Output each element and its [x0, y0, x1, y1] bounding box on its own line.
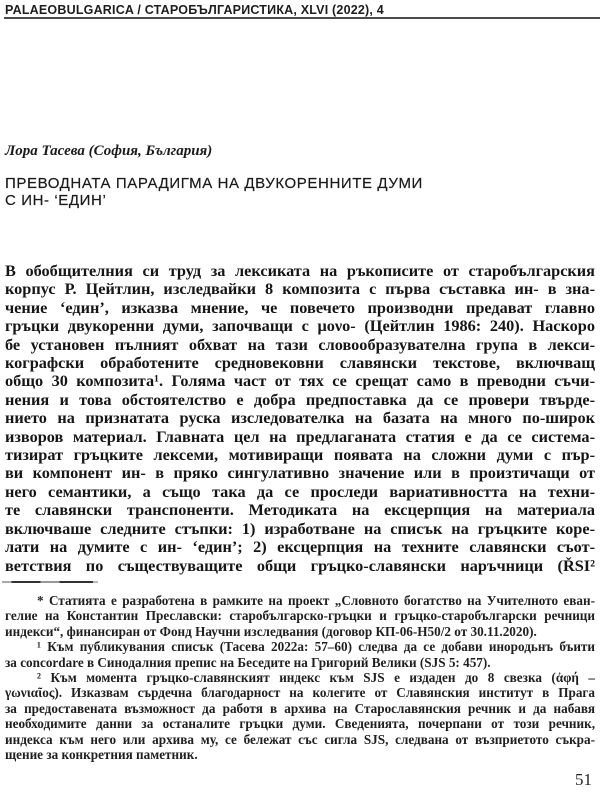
article-title-line-2: С ИН- ‘ЕДИН’ — [5, 192, 107, 209]
footnote-line: индекси“, финансиран от Фонд Научни изследвания (договор КП-06-Н50/2 от 30.11.2020). — [5, 623, 537, 639]
body-line: ветствия по съществуващите общи гръцко-славянски наръчници (ŘSI² — [5, 556, 595, 575]
body-line: ви компонент ин- в пряко сингулативно значение или в произтичащи от — [5, 464, 595, 483]
body-paragraph — [5, 262, 595, 575]
footnotes — [5, 593, 595, 762]
footnote-line: за concordare в Синодалния препис на Беседите на Григорий Велики (SJS 5: 457). — [5, 654, 491, 670]
body-line: чение ‘един’, изказва мнение, че повечето производни предават главно — [5, 298, 595, 317]
body-line: лати на думите с ин- ‘един’; 2) ексцерпция на техните славянски съот- — [5, 538, 595, 557]
body-line: кографски обработените средновековни славянски текстове, включващ — [5, 354, 595, 373]
footnote-rule — [2, 581, 98, 583]
body-line: включваше следните стъпки: 1) изработване на списък на гръцките коре- — [5, 519, 595, 538]
header-rule — [4, 17, 600, 19]
body-line: него семантики, а също така да се проследи вариативността на техни- — [5, 482, 595, 501]
running-head: PALAEOBULGARICA / СТАРОБЪЛГАРИСТИКА, XLVI (2022), 4 — [5, 3, 384, 17]
body-line: нения и това обстоятелство е добра предпоставка да се провери твърде- — [5, 390, 595, 409]
body-line: те славянски транспоненти. Методиката на ексцерпция на материала — [5, 501, 595, 520]
footnote-line: γωνιαῖος). Изказвам сърдечна благодарност на колегите от Славянския институт в Прага — [5, 685, 595, 701]
author-line: Лора Тасева (София, България) — [5, 143, 213, 159]
footnote-line: * Статията е разработена в рамките на проект „Словното богатство на Учителното еван- — [37, 593, 595, 608]
footnote-line: ¹ Към публикувания списък (Тасева 2022а: 57–60) следва да се добави инородьнъ бъити — [37, 639, 595, 655]
body-line: общо 30 композита¹. Голяма част от тях се срещат само в преводни съчи- — [5, 372, 595, 391]
body-line: корпус Р. Цейтлин, изследвайки 8 композита с първа съставка ин- в зна- — [5, 280, 595, 299]
body-line: изворов материал. Главната цел на предлаганата статия е да се система- — [5, 427, 595, 446]
body-line: бе установен пълният обхват на тази словообразувателна група в лекси- — [5, 335, 595, 354]
article-title — [5, 175, 565, 209]
article-title-line-1: ПРЕВОДНАТА ПАРАДИГМА НА ДВУКОРЕННИТЕ ДУМИ — [5, 175, 423, 192]
footnote-line: гелие на Константин Преславски: старобългарско-гръцки и гръцко-старобългарски речници — [5, 608, 595, 624]
footnote-line: индекса към него или архива му, се бележат със сигла SJS, следвана от възприетото съкра- — [5, 731, 595, 747]
footnote-line: щение за конкретния паметник. — [5, 747, 198, 763]
footnote-line: за предоставената възможност да работя в архива на Старославянския речник и да набавя — [5, 700, 595, 716]
body-line: тизират гръцките лексеми, мотивиращи появата на сложни думи с пър- — [5, 446, 595, 465]
body-line: нието на признатата руска изследователка на базата на много по-широк — [5, 409, 595, 428]
footnote-line: необходимите данни за останалите гръцки думи. Сведенията, почерпани от този речник, — [5, 716, 595, 732]
body-line: В обобщителния си труд за лексиката на ръкописите от старобългарския — [5, 262, 595, 280]
body-line: гръцки двукоренни думи, започващи с μονο- (Цейтлин 1986: 240). Наскоро — [5, 317, 595, 336]
page-number: 51 — [575, 770, 592, 789]
footnote-line: ² Към момента гръцко-славянският индекс към SJS е издаден до 8 свезка (ἀφή – — [37, 670, 595, 686]
